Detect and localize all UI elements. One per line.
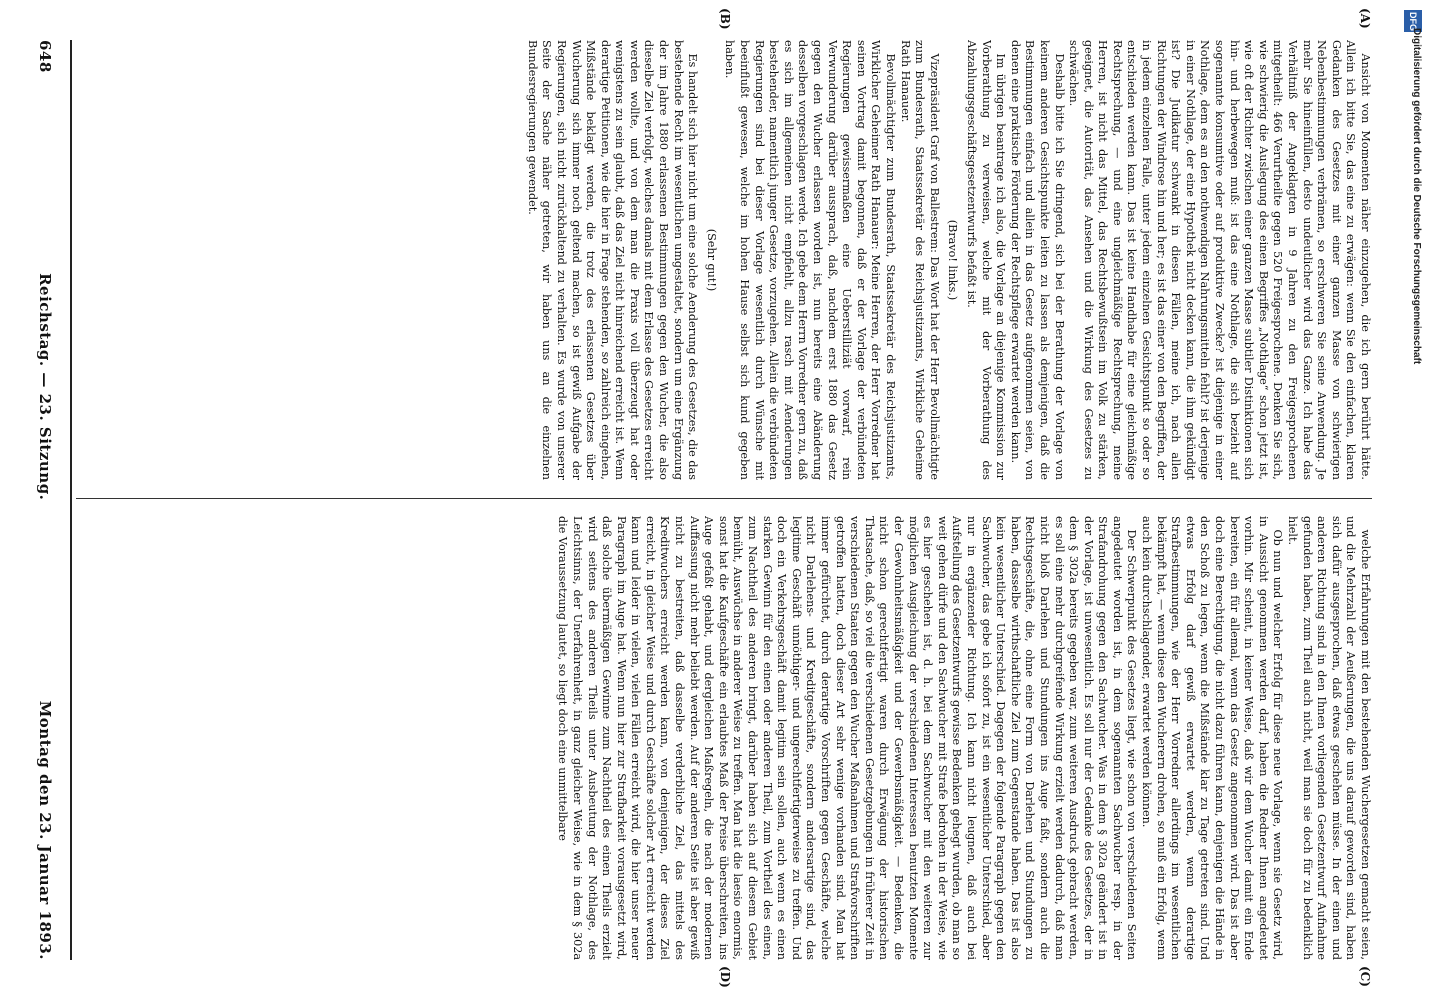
header-rule [70,40,72,960]
left-paragraph-6: Es handelt sich hier nicht um eine solche Aenderung des Gesetzes, die das bestehende Recht im wesentlichen umgestaltet, sondern um eine Ergänzung der im Jahre 1880 erlassenen Bestimmungen gegen den Wucher, die also dieselbe Ziel verfolgt, welches damals mit dem Erlasse des Gesetzes erreicht werden wollte, und von dem man die Praxis voll überzeugt hat oder wenigstens zu sein glaubt, daß das Ziel nicht hinreichend erreicht ist. Wenn derartige Petitionen, wie die hier in Frage stehenden, so zahlreich eingehen, Mißstände beklagt werden, die trotz des erlassenen Gesetzes über Wucherung sich immer noch geltend machen, so ist gewiß Aufgabe der Regierungen, sich nicht zurückhaltend zu verhalten. Es wurde von unserer Seite der Sache näher getreten, wir haben uns an die einzelnen Bundesregierungen gewendet. [525,40,700,480]
session-date: Montag den 23. Januar 1893. [36,700,54,960]
margin-marker-a: (A) [1358,8,1372,29]
left-paragraph-1: Ansicht von Momenten näher einzugehen, die ich gern berührt hätte. Allein ich bitte Sie, das eine zu erwägen: wenn Sie den einfachen, klaren Gedanken des Gesetzes mit einer ganzen Masse von schwierigen Nebenbestimmungen verbrämen, so erschweren Sie seine Anwendung. Je mehr Sie hineinfüllen, desto undeutlicher wird das Ganze. Ich habe das Verhältniß der Angeklagten in 9 Jahren zu den Freigesprochenen mitgetheilt: 466 Verurtheilte gegen 520 Freigesprochene. Denken Sie sich, wie schwierig die Auslegung des einen Begriffes „Nothlage“ schon jetzt ist, wie oft der Richter zwischen einer ganzen Masse subtiler Distinktionen sich hin- und herbewegen muß: ist das eine Nothlage, die sich bezieht auf sogenannte konsumtive oder auf produktive Zwecke? ist diejenige in einer Nothlage, dem es an den nothwendigen Nahrungsmitteln fehlt? ist derjenige in einer Nothlage, der eine Hypothek nicht decken kann, die ihm gekündigt ist? Die Judikatur schwankt in diesen Fällen, meine ich, nach allen Richtungen der Windrose hin und her; es ist das einer von den Begriffen, der in jedem einzelnen Falle, unter jedem einzelnen Gesichtspunkt so oder so entschieden werden kann. Das ist keine Handhabe für eine gleichmäßige Rechtsprechung, — und eine ungleichmäßige Rechtsprechung, meine Herren, ist nicht das Mittel, das Rechtsbewußtsein im Volk zu stärken, geeignet, die Autorität, das Ansehen und die Wirkung des Gesetzes zu schwächen. [1067,40,1372,480]
right-paragraph-1: welche Erfahrungen mit den bestehenden Wuchergesetzen gemacht seien, und die Mehrzahl der Aeußerungen, die uns darauf geworden sind, haben sich dafür ausgesprochen, daß etwas geschehen müsse. In der einen und anderen Richtung sind in den Ihnen vorliegenden Gesetzentwurf Aufnahme gefunden haben, zum Theil auch nicht, weil man sie doch für zu bedenklich hielt. [1286,516,1372,960]
left-column [82,40,1372,480]
applause-note-1: (Bravo! links.) [946,219,960,301]
dfg-logo: DFG [1404,10,1422,32]
column-divider [76,498,1372,499]
right-paragraph-2: Ob nun und welcher Erfolg für diese neue Vorlage, wenn sie Gesetz wird, in Aussicht genommen werden darf, haben die Redner Ihnen angedeutet vorhin. Mir scheint, in keiner Weise, daß wir dem Wucher damit ein Ende bereiten, ein für allemal, wenn das Gesetz angenommen wird. Das ist aber doch eine Berechtigung, die nicht dazu führen kann, denjenigen die Hände in den Schoß zu legen, wenn die Mißstände klar zu Tage getreten sind. Und etwas Erfolg darf gewiß erwartet werden, wenn derartige Strafbestimmungen, wie der Herr Vorredner allerdings im wesentlichen bekämpft hat, — wenn diese den Wucherern drohen, so muß ein Erfolg, wenn auch kein durchschlagender, erwartet werden können. [1140,516,1285,960]
left-paragraph-2: Deshalb bitte ich Sie dringend, sich bei der Berathung der Vorlage von keinem anderen Gesichtspunkte leiten zu lassen als demjenigen, daß die Bestimmungen einfach und allein in das Gesetz aufgenommen seien, von denen eine praktische Förderung der Rechtspflege erwartet werden kann. [1008,40,1066,480]
right-paragraph-3: Der Schwerpunkt des Gesetzes liegt, wie schon von verschiedenen Seiten angedeutet worden ist, in dem sogenannten Sachwucher resp. in der Strafandrohung gegen den Sachwucher. Was in dem § 302a geändert ist in der Vorlage, ist unwesentlich. Es soll nur der Gedanke des Gesetzes, der in dem § 302a bereits gegeben war, zum weiteren Ausdruck gebracht werden, es soll eine mehr durchgreifende Wirkung erzielt werden dadurch, daß man nicht bloß Darlehen und Stundungen ins Auge faßt, sondern auch die Rechtsgeschäfte, die, ohne eine Form von Darlehen und Stundungen zu haben, dasselbe wirthschaftliche Ziel zum Gegenstande haben. Das ist also kein wesentlicher Unterschied. Dagegen der folgende Paragraph gegen den Sachwucher, das gebe ich sofort zu, ist ein wesentlicher Unterschied, aber nur in ergänzender Richtung. Ich kann nicht leugnen, daß auch bei Aufstellung des Gesetzentwurfs gewisse Bedenken gehegt wurden, ob man so weit gehen dürfe und den Sachwucher mit Strafe bedrohen in der Weise, wie es hier geschehen ist, d. h. bei dem Sachwucher mit den weiteren zur möglichen Ausgleichung der verschiedenen Interessen benutzten Momente der Gewohnheitsmäßigkeit und der Gewerbsmäßigkeit. — Bedenken, die nicht schon gerechtfertigt waren durch Erwägung der historischen Thatsache, daß, so viel die verschiedenen Gesetzgebungen in früherer Zeit in verschiedenen Staaten gegen den Wucher Maßnahmen und Strafvorschriften getroffen hatten, doch dieser Art sehr wenige vorhanden sind. Man hat immer gefürchtet, durch derartige Vorschriften gegen Geschäfte, welche nicht Darlehens- und Kreditgeschäfte, sondern andersartige sind, das legitime Geschäft unnöthiger- und ungerechtfertigterweise zu treffen. Und doch ein Verkehrsgeschäft damit legitim sein sollen, auch wenn es einen starken Gewinn für den einen oder anderen Theil, zum Vortheil des einen, zum Nachtheil des anderen bringt, darüber haben sich auf diesem Gebiet bemüht, Auswüchse in anderer Weise zu treffen. Man hat die laesio enormis, sonst hat die Kaufgeschäfte ein erlaubtes Maß der Preise überschreiten, ins Auge gefaßt gehabt, und dergleichen Maßregeln, die nach der modernen Auffassung nicht mehr beliebt werden. Auf der anderen Seite ist aber gewiß nicht zu bestreiten, daß dasselbe verderbliche Ziel, das mittels des Kreditwuchers erreicht werden kann, von denjenigen, der dieses Ziel erreicht, in gleicher Weise und durch Geschäfte solcher Art erreicht werden kann und leider in vielen, vielen Fällen erreicht wird, die hier unser neuer Paragraph im Auge hat. Wenn nun hier zur Strafbarkeit vorausgesetzt wird, daß solche übermäßigen Gewinne zum Nachtheil des einen Theils erzielt wird seitens des anderen Theils unter Ausbeutung der Nothlage, des Leichtsinns, der Unerfahrenheit, in ganz gleicher Weise, wie in dem § 302a die Voraussetzung lautet, so liegt doch eine unmittelbare [556,516,1139,960]
digitization-note: Digitalisierung gefördert durch die Deutsche Forschungsgemeinschaft [1411,28,1422,365]
margin-marker-c: (C) [1358,966,1372,987]
page-number: 648 [36,40,54,73]
left-paragraph-5: Bevollmächtigter zum Bundesrath, Staatssekretär des Reichsjustizamts, Wirklicher Geheimer Rath Hanauer: Meine Herren, der Herr Vorredner hat seinen Vortrag damit begonnen, daß er der Vorlage der verbündeten Regierungen gewissermaßen eine Ueberstilliziät vorwarf, rein Verwunderung darüber aussprach, daß, nachdem erst 1880 das Gesetz gegen den Wucher erlassen worden ist, nun bereits eine Abänderung desselben vorgeschlagen werde. Ich gebe dem Herrn Vorredner gern zu, daß es sich im allgemeinen nicht empfiehlt, allzu rasch mit Aenderungen bestehender, namentlich junger Gesetze, vorzugehen. Allein die verbündeten Regierungen sind bei dieser Vorlage wesentlich durch Wünsche mit beeinflußt gewesen, welche im hohen Hause selbst sich kund gegeben haben. [723,40,897,480]
margin-marker-d: (D) [718,966,732,988]
left-paragraph-3: Im übrigen beantrage ich also, die Vorlage an diejenige Kommission zur Vorberathung zu verweisen, welche mit der Vorberathung des Abzahlungsgeschäftsgesetzentwurfs befaßt ist. [964,40,1008,480]
right-column [82,516,1372,960]
left-paragraph-4: Vizepräsident Graf von Ballestrem: Das Wort hat der Herr Bevollmächtigte zum Bundesrath, Staatssekretär des Reichsjustizamts, Wirkliche Geheime Rath Hanauer. [898,40,941,480]
session-title: Reichstag. — 23. Sitzung. [36,273,54,501]
applause-note-2: (Sehr gut!) [704,228,718,292]
page-header [30,40,60,960]
margin-marker-b: (B) [718,8,732,30]
